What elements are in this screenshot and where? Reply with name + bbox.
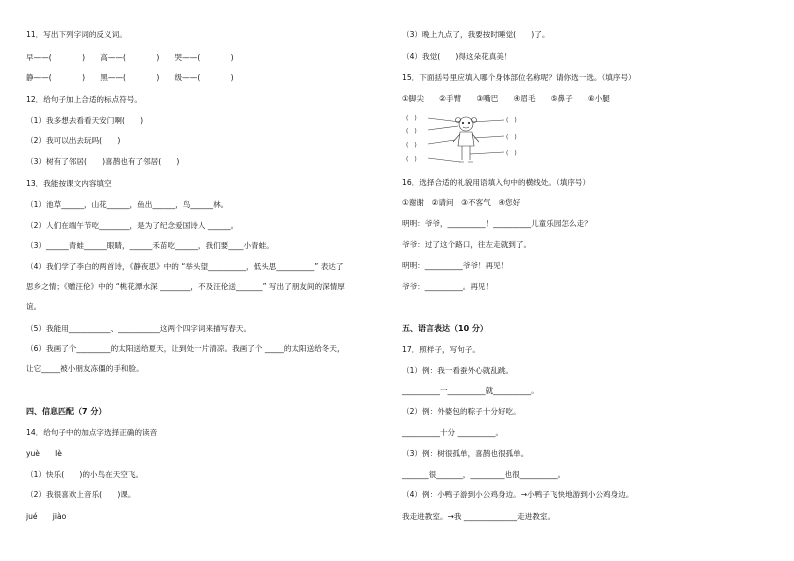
q14-pinyin2: jué jiào [26,512,67,521]
q13-item6-line1: （6）我画了个_________的太阳送给夏天，让到处一片清凉。我画了个 _____的太阳送给冬天， [26,344,345,353]
q13-item1: （1）池草______，山花______，鱼出______，鸟______林。 [26,200,229,209]
q17-item2-answer: __________十分 __________。 [402,428,504,437]
q16-line3: 明明：__________爷爷！再见！ [402,261,509,270]
q13-item6-line2: 让它_____被小朋友冻僵的手和脸。 [26,364,144,373]
girl-head-icon [459,117,473,131]
q17-item4: （4）例：小鸭子游到小公鸡身边。→小鸭子飞快地游到小公鸡身边。 [402,490,634,499]
q14-item3: （3）晚上九点了，我要按时睡觉( )了。 [402,30,550,39]
svg-text:( ): ( ) [406,115,417,122]
svg-text:( ): ( ) [406,128,417,135]
q13-item4-line1: （4）我们学了李白的两首诗，《静夜思》中的 “举头望__________，低头思__________” 表达了 [26,262,344,271]
q12-item1: （1）我多想去看看天安门啊( ) [26,116,144,125]
svg-text:( ): ( ) [506,134,517,141]
q11-title: 11．写出下列字词的反义词。 [26,30,127,39]
q14-item2: （2）我很喜欢上音乐( )课。 [26,490,136,499]
q12-title: 12．给句子加上合适的标点符号。 [26,95,142,104]
q14-item1: （1）快乐( )的小鸟在天空飞。 [26,470,144,479]
q15-options: ①脚尖 ②手臂 ③嘴巴 ④眉毛 ⑤鼻子 ⑥小腿 [402,94,610,103]
q14-title: 14．给句子中的加点字选择正确的读音 [26,428,158,437]
q12-item2: （2）我可以出去玩吗( ) [26,136,121,145]
q16-line1: 明明：爷爷，__________！__________儿童乐园怎么走？ [402,219,592,228]
q17-item1: （1）例：我一看蚕外心就乱跳。 [402,366,514,375]
q13-item4-line2: 思乡之情；《赠汪伦》中的 “桃花潭水深 ________，不及汪伦送_______” 写出了朋友间的深情厚 [26,282,345,291]
svg-text:( ): ( ) [406,142,417,149]
q16-title: 16．选择合适的礼貌用语填入句中的横线处。（填序号） [402,178,591,187]
q17-item4-answer: 我走进教室。→我 ______________走进教室。 [402,512,556,521]
q11-row2: 静——( ) 黑——( ) 级——( ) [26,73,234,82]
q17-item3: （3）例：树很孤单，喜鹊也很孤单。 [402,449,529,458]
svg-text:( ): ( ) [406,156,417,163]
q17-title: 17．照样子，写句子。 [402,345,481,354]
q17-item1-answer: __________一__________就__________。 [402,386,539,395]
section5-heading: 五、语言表达（10 分） [402,324,488,333]
q13-item5: （5）我能用___________、___________这两个四字词来描写春天。 [26,324,252,333]
q13-item3: （3）______青蛙______眼睛，______禾苗吃______，我们要____小青蛙。 [26,241,274,250]
q17-item3-answer: _______很_______，_________也很__________。 [402,470,566,479]
q14-pinyin1: yuè lè [26,449,62,458]
q15-title: 15．下面括号里应填入哪个身体部位名称呢？请你选一选。（填序号） [402,73,636,82]
section4-heading: 四、信息匹配（7 分） [26,407,107,416]
body-parts-figure [400,110,530,168]
q16-options: ①谢谢 ②请问 ③不客气 ④您好 [402,198,521,207]
svg-text:( ): ( ) [506,150,517,157]
q16-line2: 爷爷：过了这个路口，往左走就到了。 [402,240,532,249]
q16-line4: 爷爷：__________。再见！ [402,282,494,291]
svg-text:( ): ( ) [506,117,517,124]
q12-item3: （3）树有了邻居( )喜鹊也有了邻居( ) [26,157,180,166]
q17-item2: （2）例：外婆包的粽子十分好吃。 [402,407,521,416]
q13-item2: （2）人们在端午节吃________，是为了纪念爱国诗人 ______。 [26,221,239,230]
q11-row1: 早——( ) 高——( ) 哭——( ) [26,53,234,62]
q13-title: 13．我能按课文内容填空 [26,179,112,188]
q13-item4-line3: 谊。 [26,302,42,311]
q14-item4: （4）我觉( )得这朵花真美！ [402,52,512,61]
